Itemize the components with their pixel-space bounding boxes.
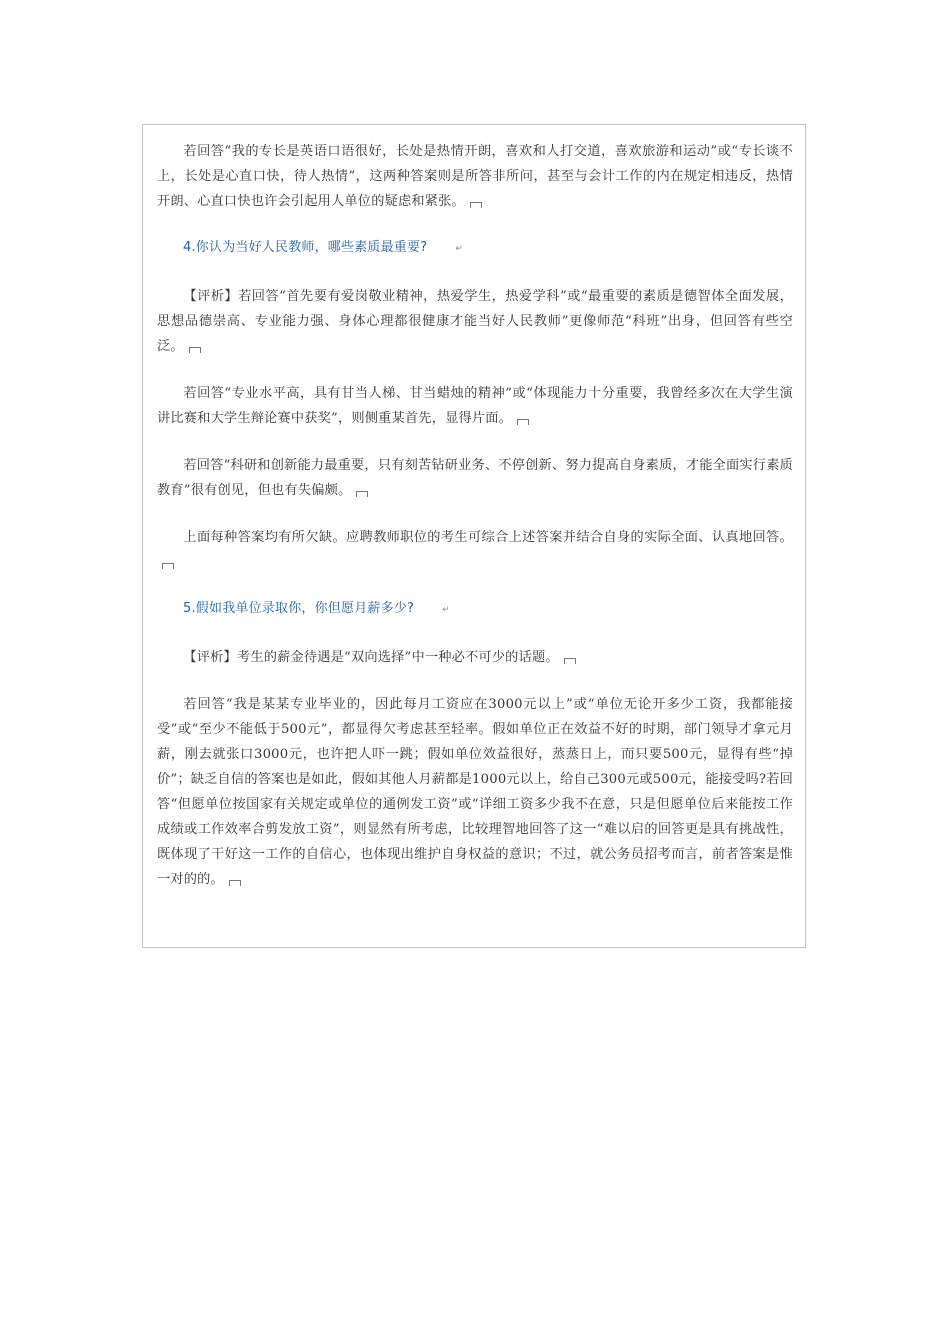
heading-text: 4.你认为当好人民教师，哪些素质最重要? (183, 240, 428, 255)
question-heading-4 (157, 235, 793, 262)
paragraph-answer-specialty (157, 139, 793, 214)
document-page (142, 124, 806, 948)
paragraph-analysis-4 (157, 284, 793, 359)
paragraph-answer-salary (157, 692, 793, 892)
paragraph-summary (157, 525, 793, 575)
heading-mark-icon: ↵ (455, 244, 464, 254)
paragraph-text: 【评析】若回答“首先要有爱岗敬业精神，热爱学生，热爱学科”或“最重要的素质是德智体全面发展，思想品德崇高、专业能力强、身体心理都很健康才能当好人民教师”更像师范“科班”出身，但回答有些空泛。 (157, 289, 793, 354)
paragraph-mark-icon (517, 419, 529, 425)
paragraph-mark-icon (189, 347, 201, 353)
paragraph-mark-icon (470, 202, 482, 208)
paragraph-answer-research (157, 453, 793, 503)
paragraph-mark-icon (162, 563, 174, 569)
paragraph-text: 若回答“科研和创新能力最重要，只有刻苦钻研业务、不停创新、努力提高自身素质，才能全面实行素质教育”很有创见，但也有失偏颇。 (157, 458, 793, 498)
paragraph-analysis-5 (157, 645, 793, 670)
paragraph-answer-professional (157, 381, 793, 431)
paragraph-text: 若回答“专业水平高，具有甘当人梯、甘当蜡烛的精神”或“体现能力十分重要，我曾经多次在大学生演讲比赛和大学生辩论赛中获奖”，则侧重某首先，显得片面。 (157, 386, 793, 426)
question-heading-5 (157, 596, 793, 623)
paragraph-mark-icon (229, 880, 241, 886)
paragraph-text: 若回答“我是某某专业毕业的，因此每月工资应在3000元以上”或“单位无论开多少工资，我都能接受”或“至少不能低于500元”，都显得欠考虑甚至轻率。假如单位正在效益不好的时期，部门领导才拿元月薪，刚去就张口3000元，也许把人吓一跳；假如单位效益很好，蒸蒸日上，而只要500元，显得有些“掉价”；缺乏自信的答案也是如此，假如其他人月薪都是1000元以上，给自己300元或500元，能接受吗?若回答“但愿单位按国家有关规定或单位的通例发工资”或“详细工资多少我不在意，只是但愿单位后来能按工作成绩或工作效率合剪发放工资”，则显然有所考虑，比较理智地回答了这一“难以启的回答更是具有挑战性，既体现了干好这一工作的自信心，也体现出维护自身权益的意识；不过，就公务员招考而言，前者答案是惟一对的的。 (157, 697, 793, 887)
paragraph-text: 【评析】考生的薪金待遇是“双向选择”中一种必不可少的话题。 (183, 650, 559, 665)
document-body (157, 139, 793, 892)
paragraph-text: 若回答“我的专长是英语口语很好，长处是热情开朗，喜欢和人打交道，喜欢旅游和运动”或“专长谈不上，长处是心直口快，待人热情”，这两种答案则是所答非所问，甚至与会计工作的内在规定相违反，热情开朗、心直口快也许会引起用人单位的疑虑和紧张。 (157, 144, 793, 209)
paragraph-mark-icon (356, 491, 368, 497)
paragraph-mark-icon (564, 658, 576, 664)
heading-mark-icon: ↵ (442, 605, 450, 615)
heading-text: 5.假如我单位录取你，你但愿月薪多少? (183, 601, 415, 616)
paragraph-text: 上面每种答案均有所欠缺。应聘教师职位的考生可综合上述答案并结合自身的实际全面、认真地回答。 (183, 530, 793, 545)
